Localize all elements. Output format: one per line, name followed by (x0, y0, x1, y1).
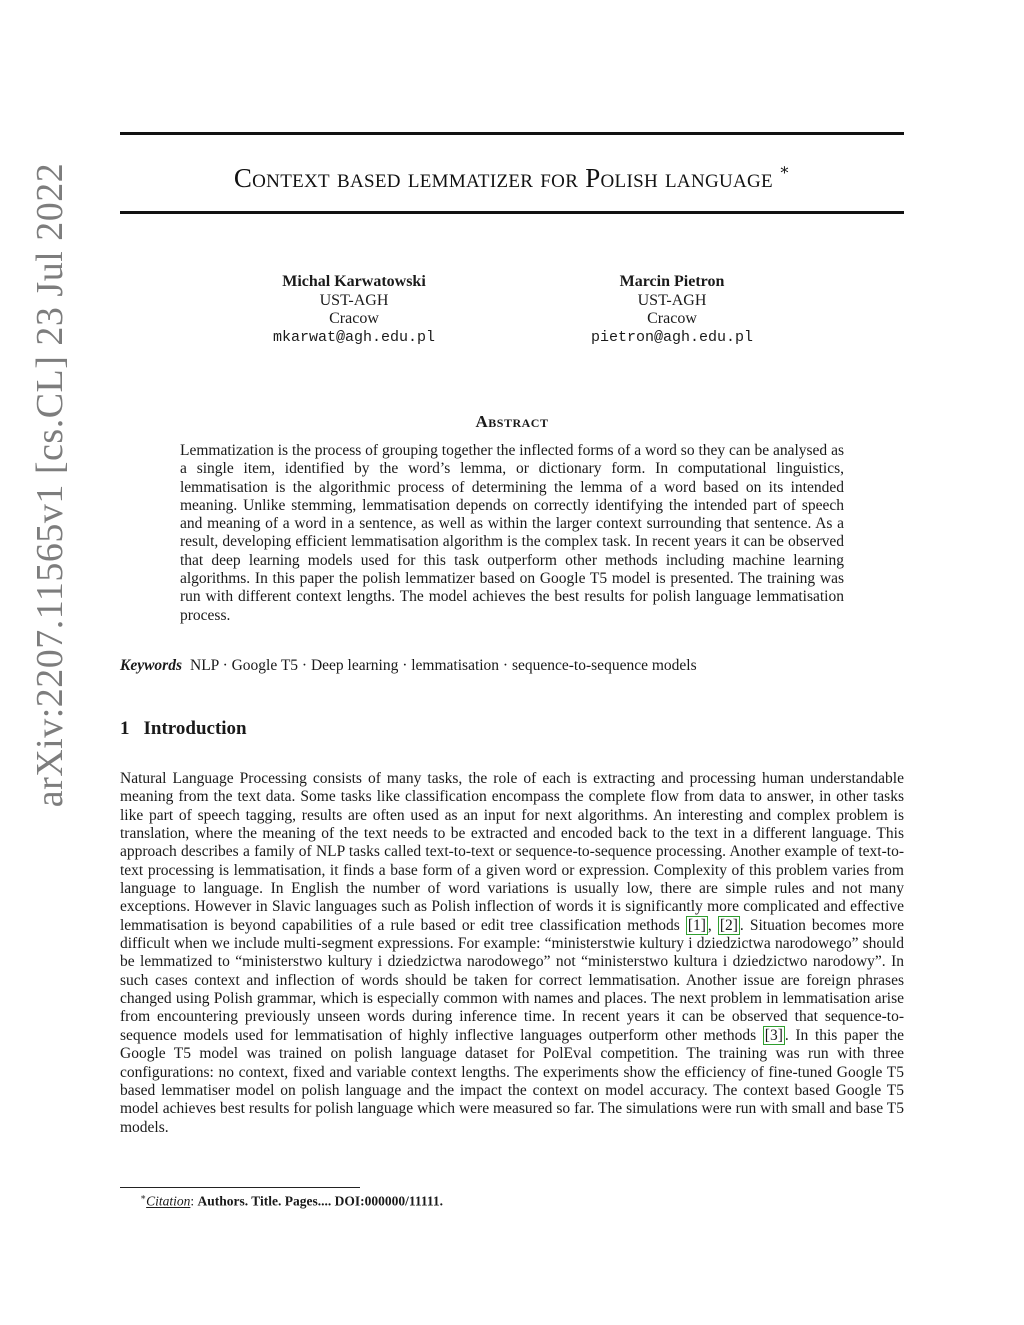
author-city: Cracow (647, 310, 697, 327)
paper-title (120, 160, 904, 194)
keywords-line (120, 657, 697, 675)
arxiv-identifier: arXiv:2207.11565v1 [cs.CL] 23 Jul 2022 (29, 162, 71, 808)
abstract-heading: Abstract (475, 412, 549, 431)
author-block-1 (204, 273, 504, 347)
title-bottom-rule (120, 211, 904, 214)
introduction-paragraph (120, 770, 904, 1137)
section-heading (120, 718, 247, 740)
citation-link-3[interactable]: [3] (764, 1026, 783, 1044)
paper-title-text: Context based lemmatizer for Polish language (233, 163, 773, 193)
intro-text-part2: . Situation becomes more difficult when we include multi-segment expressions. For example: “ministerstwie kultury i dziedzictwa narodowego” should be lemmatized to “ministerstwo kultury i dziedzictwa narodowego” not “ministerstwo kultura i dziedzictwo narodowy”. In such cases context and inflection of words should be taken for correct lemmatisation. Another issue are foreign phrases changed using Polish grammar, which is especially common with names and places. The next problem in lemmatisation arise from encountering previously unseen words during inference time. In recent years it can be observed that sequence-to-sequence models used for lemmatisation of highly inflective languages outperform other methods (120, 916, 904, 1044)
author-affiliation: UST-AGH (637, 291, 707, 309)
citation-separator: , (707, 916, 718, 934)
title-top-rule (120, 132, 904, 135)
intro-text-part3: . In this paper the Google T5 model was trained on polish language dataset for PolEval competition. The training was run with three configurations: no context, fixed and variable context lengths. The experiments show the efficiency of fine-tuned Google T5 based lemmatiser model on polish language and the impact the context on model accuracy. The context based Google T5 model achieves best results for polish language which were measured so far. The simulations were run with small and base T5 models. (120, 1026, 904, 1136)
author-email[interactable]: mkarwat@agh.edu.pl (272, 328, 436, 346)
footnote-text: Authors. Title. Pages.... DOI:000000/11111. (197, 1193, 444, 1209)
author-name: Marcin Pietron (619, 273, 725, 290)
footnote (140, 1192, 443, 1210)
author-block-2 (522, 273, 822, 347)
author-affiliation: UST-AGH (319, 291, 389, 309)
title-footnote-mark[interactable]: ∗ (778, 162, 791, 179)
citation-link-1[interactable]: [1] (687, 916, 706, 934)
abstract-text: Lemmatization is the process of grouping together the inflected forms of a word so they can be analysed as a single item, identified by the word’s lemma, or dictionary form. In computational linguistics, lemmatisation is the algorithmic process of determining the lemma of a word based on its intended meaning. Unlike stemming, lemmatisation depends on correctly identifying the intended part of speech and meaning of a word in a sentence, as well as within the larger context surrounding that sentence. As a result, developing efficient lemmatisation algorithm is the complex task. In recent years it can be observed that deep learning models used for this task outperform other methods including machine learning algorithms. In this paper the polish lemmatizer based on Google T5 model is presented. The training was run with different context lengths. The model achieves the best results for polish language lemmatisation process. (180, 442, 844, 624)
footnote-colon: : (190, 1193, 198, 1209)
citation-link-2[interactable]: [2] (719, 916, 738, 934)
footnote-label: Citation (146, 1193, 191, 1209)
author-name: Michal Karwatowski (282, 273, 426, 290)
section-number: 1 (120, 718, 130, 739)
author-email[interactable]: pietron@agh.edu.pl (590, 328, 754, 346)
section-title: Introduction (143, 718, 247, 739)
keywords-label: Keywords (120, 657, 182, 674)
footnote-mark: ∗ (140, 1192, 147, 1202)
author-city: Cracow (329, 310, 379, 327)
intro-text-part1: Natural Language Processing consists of many tasks, the role of each is extracting and processing human understandable meaning from the text data. Some tasks like classification encompass the complete flow from data to answer, in other tasks like part of speech tagging, results are often used as an input for next algorithms. An interesting and complex problem is translation, where the meaning of the text needs to be extracted and encoded back to the text in a different language. This approach describes a family of NLP tasks called text-to-text or sequence-to-sequence processing. Another example of text-to-text processing is lemmatisation, it finds a base form of a given word or expression. Complexity of this problem varies from language to language. In English the number of word variations is usually low, there are simple rules and not many exceptions. However in Slavic languages such as Polish inflection of words it is significantly more complicated and effective lemmatisation is beyond capabilities of a rule based or edit tree classification methods (120, 770, 904, 934)
footnote-rule (120, 1187, 360, 1188)
keywords-text: NLP · Google T5 · Deep learning · lemmatisation · sequence-to-sequence models (190, 657, 697, 674)
